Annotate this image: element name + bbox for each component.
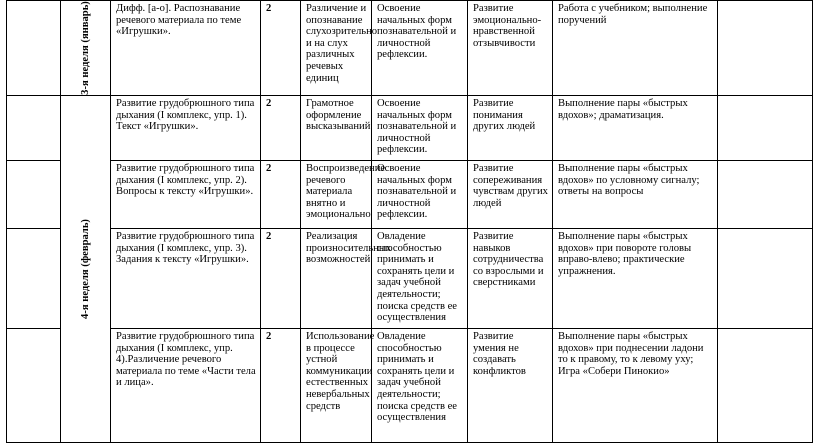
speech-skill: Грамотное оформление высказываний	[301, 96, 372, 161]
speech-skill: Использование в процессе устной коммуникации естественных невербальных средств	[301, 329, 372, 443]
week-label-february: 4-я неделя (февраль)	[61, 96, 111, 443]
personal-skill: Развитие эмоционально-нравственной отзывчивости	[468, 1, 553, 96]
empty-cell	[7, 329, 61, 443]
activity: Работа с учебником; выполнение поручений	[553, 1, 718, 96]
cognitive-skill: Освоение начальных форм познавательной и личностной рефлексии.	[372, 161, 468, 229]
personal-skill: Развитие навыков сотрудничества со взрослыми и сверстниками	[468, 229, 553, 329]
empty-cell	[7, 1, 61, 96]
activity: Выполнение пары «быстрых вдохов» по условному сигналу; ответы на вопросы	[553, 161, 718, 229]
table-row	[7, 161, 813, 229]
empty-cell	[718, 161, 813, 229]
personal-skill: Развитие сопереживания чувствам других людей	[468, 161, 553, 229]
hours-count: 2	[261, 229, 301, 329]
personal-skill: Развитие понимания других людей	[468, 96, 553, 161]
empty-cell	[718, 96, 813, 161]
activity: Выполнение пары «быстрых вдохов»; драматизация.	[553, 96, 718, 161]
cognitive-skill: Овладение способностью принимать и сохранять цели и задач учебной деятельности; поиска средств ее осуществления	[372, 329, 468, 443]
lesson-theme: Развитие грудобрюшного типа дыхания (I комплекс, упр. 3). Задания к тексту «Игрушки».	[111, 229, 261, 329]
speech-skill: Различение и опознавание слухозрительно и на слух различных речевых единиц	[301, 1, 372, 96]
lesson-theme: Развитие грудобрюшного типа дыхания (I комплекс, упр. 2). Вопросы к тексту «Игрушки».	[111, 161, 261, 229]
empty-cell	[7, 229, 61, 329]
empty-cell	[718, 329, 813, 443]
lesson-plan-table	[6, 0, 813, 443]
cognitive-skill: Овладение способностью принимать и сохранять цели и задач учебной деятельности; поиска средств ее осуществления	[372, 229, 468, 329]
personal-skill: Развитие умения не создавать конфликтов	[468, 329, 553, 443]
speech-skill: Реализация произносительных возможностей	[301, 229, 372, 329]
activity: Выполнение пары «быстрых вдохов» при поднесении ладони то к правому, то к левому уху; Игра «Собери Пинокио»	[553, 329, 718, 443]
cognitive-skill: Освоение начальных форм познавательной и личностной рефлексии.	[372, 96, 468, 161]
table-row	[7, 229, 813, 329]
week-label-january: 3-я неделя (январь)	[61, 1, 111, 96]
empty-cell	[718, 1, 813, 96]
speech-skill: Воспроизведение речевого материала внятно и эмоционально	[301, 161, 372, 229]
hours-count: 2	[261, 329, 301, 443]
activity: Выполнение пары «быстрых вдохов» при повороте головы вправо-влево; практические упражнения.	[553, 229, 718, 329]
table-row	[7, 1, 813, 96]
empty-cell	[7, 161, 61, 229]
empty-cell	[718, 229, 813, 329]
lesson-theme: Развитие грудобрюшного типа дыхания (I комплекс, упр. 4).Различение речевого материала по теме «Части тела и лица».	[111, 329, 261, 443]
empty-cell	[7, 96, 61, 161]
cognitive-skill: Освоение начальных форм познавательной и личностной рефлексии.	[372, 1, 468, 96]
hours-count: 2	[261, 96, 301, 161]
table-row	[7, 96, 813, 161]
hours-count: 2	[261, 161, 301, 229]
hours-count: 2	[261, 1, 301, 96]
lesson-theme: Дифф. [а-о]. Распознавание речевого материала по теме «Игрушки».	[111, 1, 261, 96]
table-row	[7, 329, 813, 443]
lesson-theme: Развитие грудобрюшного типа дыхания (I комплекс, упр. 1). Текст «Игрушки».	[111, 96, 261, 161]
